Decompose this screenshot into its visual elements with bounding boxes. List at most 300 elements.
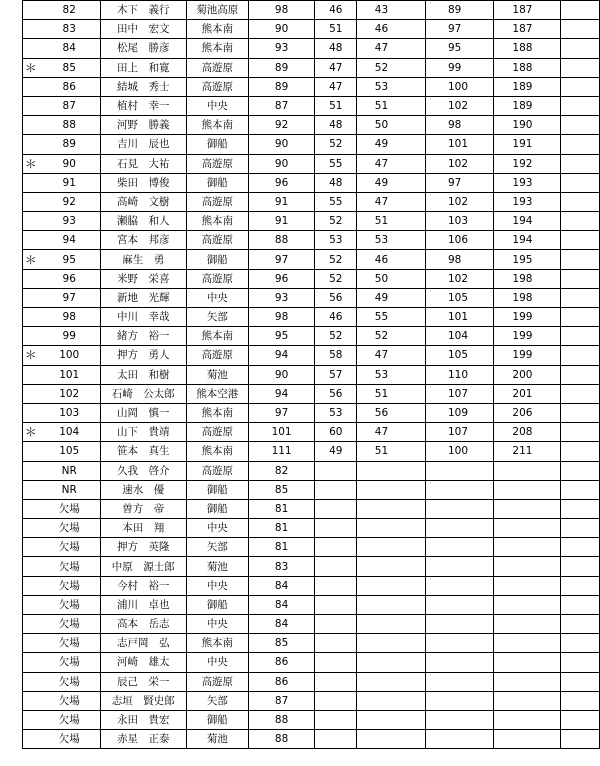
empty-cell: [560, 231, 599, 250]
first-half-cell: 46: [315, 308, 357, 327]
handicap-cell: 87: [249, 691, 315, 710]
club-cell: 菊池: [186, 365, 249, 384]
second-half-cell: 47: [356, 39, 425, 58]
asterisk-mark: [23, 327, 39, 346]
empty-cell: [560, 461, 599, 480]
results-table: [22, 0, 600, 749]
handicap-cell: 101: [249, 423, 315, 442]
table-row: [23, 480, 600, 499]
player-name-cell: 押方 勇人: [101, 346, 187, 365]
rank-cell: 87: [38, 96, 100, 115]
empty-cell: [560, 288, 599, 307]
table-row: [23, 288, 600, 307]
total-cell: 187: [494, 20, 560, 39]
player-name-cell: 石見 大祐: [101, 154, 187, 173]
player-name-cell: 中原 源士郎: [101, 557, 187, 576]
second-half-cell: [356, 576, 425, 595]
club-cell: 熊本南: [186, 212, 249, 231]
handicap-cell: 88: [249, 231, 315, 250]
empty-cell: [560, 538, 599, 557]
second-half-cell: 47: [356, 346, 425, 365]
gross-cell: 109: [425, 403, 493, 422]
club-cell: 熊本南: [186, 634, 249, 653]
asterisk-mark: ＊: [23, 423, 39, 442]
first-half-cell: [315, 538, 357, 557]
total-cell: 198: [494, 288, 560, 307]
rank-cell: 82: [38, 1, 100, 20]
table-row: [23, 346, 600, 365]
club-cell: 御船: [186, 499, 249, 518]
rank-cell: 92: [38, 192, 100, 211]
handicap-cell: 89: [249, 58, 315, 77]
first-half-cell: 52: [315, 327, 357, 346]
player-name-cell: 高本 岳志: [101, 615, 187, 634]
total-cell: [494, 461, 560, 480]
total-cell: 199: [494, 327, 560, 346]
club-cell: 矢部: [186, 538, 249, 557]
handicap-cell: 81: [249, 538, 315, 557]
player-name-cell: 山下 貴靖: [101, 423, 187, 442]
empty-cell: [560, 135, 599, 154]
player-name-cell: 新地 光輝: [101, 288, 187, 307]
total-cell: 193: [494, 173, 560, 192]
second-half-cell: [356, 730, 425, 749]
second-half-cell: [356, 710, 425, 729]
empty-cell: [560, 710, 599, 729]
club-cell: 熊本南: [186, 327, 249, 346]
second-half-cell: 46: [356, 20, 425, 39]
total-cell: [494, 634, 560, 653]
total-cell: 192: [494, 154, 560, 173]
total-cell: 208: [494, 423, 560, 442]
table-row: [23, 39, 600, 58]
gross-cell: 101: [425, 135, 493, 154]
club-cell: 中央: [186, 519, 249, 538]
empty-cell: [560, 653, 599, 672]
empty-cell: [560, 595, 599, 614]
second-half-cell: 49: [356, 173, 425, 192]
second-half-cell: 51: [356, 384, 425, 403]
handicap-cell: 95: [249, 327, 315, 346]
handicap-cell: 97: [249, 403, 315, 422]
table-row: [23, 730, 600, 749]
first-half-cell: 55: [315, 192, 357, 211]
empty-cell: [560, 39, 599, 58]
player-name-cell: 浦川 卓也: [101, 595, 187, 614]
club-cell: 高遊原: [186, 58, 249, 77]
second-half-cell: 47: [356, 423, 425, 442]
rank-cell: 86: [38, 77, 100, 96]
empty-cell: [560, 250, 599, 269]
second-half-cell: [356, 615, 425, 634]
second-half-cell: 47: [356, 154, 425, 173]
asterisk-mark: [23, 710, 39, 729]
asterisk-mark: [23, 519, 39, 538]
second-half-cell: 50: [356, 269, 425, 288]
first-half-cell: 48: [315, 173, 357, 192]
empty-cell: [560, 154, 599, 173]
asterisk-mark: [23, 403, 39, 422]
asterisk-mark: [23, 730, 39, 749]
club-cell: 矢部: [186, 308, 249, 327]
empty-cell: [560, 327, 599, 346]
rank-cell: 105: [38, 442, 100, 461]
handicap-cell: 84: [249, 615, 315, 634]
total-cell: 194: [494, 212, 560, 231]
gross-cell: [425, 730, 493, 749]
empty-cell: [560, 499, 599, 518]
rank-cell: 90: [38, 154, 100, 173]
asterisk-mark: [23, 499, 39, 518]
empty-cell: [560, 58, 599, 77]
second-half-cell: [356, 519, 425, 538]
gross-cell: [425, 672, 493, 691]
player-name-cell: 田上 和寛: [101, 58, 187, 77]
empty-cell: [560, 615, 599, 634]
first-half-cell: 56: [315, 384, 357, 403]
table-row: [23, 442, 600, 461]
club-cell: 高遊原: [186, 269, 249, 288]
total-cell: [494, 519, 560, 538]
first-half-cell: 46: [315, 1, 357, 20]
handicap-cell: 86: [249, 653, 315, 672]
empty-cell: [560, 212, 599, 231]
first-half-cell: [315, 730, 357, 749]
table-row: [23, 1, 600, 20]
rank-cell: 欠場: [38, 615, 100, 634]
asterisk-mark: [23, 538, 39, 557]
asterisk-mark: [23, 288, 39, 307]
first-half-cell: 47: [315, 77, 357, 96]
table-row: [23, 691, 600, 710]
table-row: [23, 308, 600, 327]
second-half-cell: 52: [356, 58, 425, 77]
first-half-cell: [315, 519, 357, 538]
handicap-cell: 89: [249, 77, 315, 96]
club-cell: 中央: [186, 615, 249, 634]
rank-cell: 欠場: [38, 595, 100, 614]
club-cell: 高遊原: [186, 154, 249, 173]
gross-cell: [425, 557, 493, 576]
table-row: [23, 135, 600, 154]
gross-cell: 101: [425, 308, 493, 327]
total-cell: [494, 710, 560, 729]
handicap-cell: 94: [249, 346, 315, 365]
asterisk-mark: [23, 557, 39, 576]
asterisk-mark: [23, 173, 39, 192]
rank-cell: 96: [38, 269, 100, 288]
player-name-cell: 太田 和樹: [101, 365, 187, 384]
table-row: [23, 710, 600, 729]
gross-cell: 100: [425, 442, 493, 461]
asterisk-mark: [23, 442, 39, 461]
first-half-cell: 51: [315, 96, 357, 115]
empty-cell: [560, 77, 599, 96]
second-half-cell: 46: [356, 250, 425, 269]
asterisk-mark: ＊: [23, 346, 39, 365]
asterisk-mark: ＊: [23, 58, 39, 77]
first-half-cell: [315, 499, 357, 518]
total-cell: [494, 615, 560, 634]
table-row: [23, 672, 600, 691]
club-cell: 御船: [186, 173, 249, 192]
player-name-cell: 辰己 栄一: [101, 672, 187, 691]
club-cell: 中央: [186, 576, 249, 595]
first-half-cell: [315, 615, 357, 634]
total-cell: 199: [494, 308, 560, 327]
second-half-cell: 55: [356, 308, 425, 327]
asterisk-mark: [23, 595, 39, 614]
total-cell: 188: [494, 58, 560, 77]
club-cell: 御船: [186, 710, 249, 729]
total-cell: [494, 730, 560, 749]
empty-cell: [560, 691, 599, 710]
total-cell: 193: [494, 192, 560, 211]
rank-cell: 欠場: [38, 672, 100, 691]
player-name-cell: 宮本 邦彦: [101, 231, 187, 250]
rank-cell: 98: [38, 308, 100, 327]
club-cell: 高遊原: [186, 423, 249, 442]
asterisk-mark: [23, 135, 39, 154]
rank-cell: NR: [38, 480, 100, 499]
gross-cell: 102: [425, 154, 493, 173]
second-half-cell: 52: [356, 327, 425, 346]
table-row: [23, 615, 600, 634]
gross-cell: 102: [425, 96, 493, 115]
rank-cell: 97: [38, 288, 100, 307]
club-cell: 熊本南: [186, 39, 249, 58]
rank-cell: 欠場: [38, 557, 100, 576]
total-cell: [494, 672, 560, 691]
rank-cell: 88: [38, 116, 100, 135]
handicap-cell: 96: [249, 269, 315, 288]
table-row: [23, 327, 600, 346]
gross-cell: 107: [425, 384, 493, 403]
club-cell: 中央: [186, 288, 249, 307]
asterisk-mark: [23, 384, 39, 403]
total-cell: [494, 595, 560, 614]
club-cell: 菊池高原: [186, 1, 249, 20]
second-half-cell: 51: [356, 212, 425, 231]
empty-cell: [560, 672, 599, 691]
empty-cell: [560, 116, 599, 135]
second-half-cell: 51: [356, 96, 425, 115]
handicap-cell: 93: [249, 39, 315, 58]
player-name-cell: 植村 幸一: [101, 96, 187, 115]
table-row: [23, 634, 600, 653]
table-row: [23, 20, 600, 39]
handicap-cell: 94: [249, 384, 315, 403]
second-half-cell: [356, 672, 425, 691]
second-half-cell: 56: [356, 403, 425, 422]
gross-cell: [425, 499, 493, 518]
table-row: [23, 58, 600, 77]
gross-cell: 98: [425, 250, 493, 269]
second-half-cell: 47: [356, 192, 425, 211]
total-cell: [494, 557, 560, 576]
total-cell: 191: [494, 135, 560, 154]
first-half-cell: 53: [315, 403, 357, 422]
first-half-cell: 48: [315, 116, 357, 135]
player-name-cell: 永田 貴宏: [101, 710, 187, 729]
empty-cell: [560, 308, 599, 327]
empty-cell: [560, 384, 599, 403]
gross-cell: 102: [425, 192, 493, 211]
total-cell: [494, 691, 560, 710]
gross-cell: [425, 576, 493, 595]
table-row: [23, 384, 600, 403]
player-name-cell: 松尾 勝彦: [101, 39, 187, 58]
total-cell: 211: [494, 442, 560, 461]
total-cell: [494, 538, 560, 557]
table-row: [23, 576, 600, 595]
table-row: [23, 96, 600, 115]
second-half-cell: [356, 691, 425, 710]
handicap-cell: 90: [249, 135, 315, 154]
first-half-cell: [315, 461, 357, 480]
second-half-cell: 50: [356, 116, 425, 135]
first-half-cell: 51: [315, 20, 357, 39]
rank-cell: 欠場: [38, 634, 100, 653]
table-row: [23, 154, 600, 173]
gross-cell: 105: [425, 346, 493, 365]
asterisk-mark: [23, 480, 39, 499]
empty-cell: [560, 192, 599, 211]
asterisk-mark: [23, 269, 39, 288]
first-half-cell: 55: [315, 154, 357, 173]
player-name-cell: 結城 秀士: [101, 77, 187, 96]
rank-cell: 欠場: [38, 710, 100, 729]
club-cell: 中央: [186, 653, 249, 672]
table-row: [23, 403, 600, 422]
first-half-cell: 52: [315, 269, 357, 288]
total-cell: [494, 499, 560, 518]
club-cell: 菊池: [186, 730, 249, 749]
table-row: [23, 519, 600, 538]
gross-cell: 107: [425, 423, 493, 442]
gross-cell: 97: [425, 20, 493, 39]
first-half-cell: 52: [315, 250, 357, 269]
rank-cell: 欠場: [38, 730, 100, 749]
empty-cell: [560, 442, 599, 461]
rank-cell: 欠場: [38, 691, 100, 710]
gross-cell: [425, 653, 493, 672]
table-row: [23, 461, 600, 480]
asterisk-mark: [23, 365, 39, 384]
rank-cell: 102: [38, 384, 100, 403]
club-cell: 熊本南: [186, 442, 249, 461]
handicap-cell: 90: [249, 154, 315, 173]
empty-cell: [560, 96, 599, 115]
player-name-cell: 柴田 博俊: [101, 173, 187, 192]
player-name-cell: 緒方 裕一: [101, 327, 187, 346]
second-half-cell: [356, 557, 425, 576]
second-half-cell: [356, 461, 425, 480]
first-half-cell: [315, 634, 357, 653]
total-cell: 187: [494, 1, 560, 20]
total-cell: 189: [494, 96, 560, 115]
asterisk-mark: [23, 308, 39, 327]
gross-cell: 106: [425, 231, 493, 250]
asterisk-mark: [23, 212, 39, 231]
gross-cell: [425, 461, 493, 480]
table-row: [23, 557, 600, 576]
empty-cell: [560, 20, 599, 39]
gross-cell: 98: [425, 116, 493, 135]
club-cell: 熊本空港: [186, 384, 249, 403]
first-half-cell: 47: [315, 58, 357, 77]
empty-cell: [560, 557, 599, 576]
total-cell: 189: [494, 77, 560, 96]
handicap-cell: 84: [249, 576, 315, 595]
first-half-cell: 52: [315, 135, 357, 154]
rank-cell: 104: [38, 423, 100, 442]
club-cell: 高遊原: [186, 346, 249, 365]
results-body: [23, 1, 600, 749]
empty-cell: [560, 480, 599, 499]
total-cell: 194: [494, 231, 560, 250]
table-row: [23, 538, 600, 557]
club-cell: 御船: [186, 480, 249, 499]
first-half-cell: [315, 653, 357, 672]
gross-cell: [425, 480, 493, 499]
gross-cell: [425, 519, 493, 538]
second-half-cell: [356, 595, 425, 614]
table-row: [23, 192, 600, 211]
asterisk-mark: [23, 653, 39, 672]
player-name-cell: 志戸岡 弘: [101, 634, 187, 653]
club-cell: 熊本南: [186, 403, 249, 422]
rank-cell: 100: [38, 346, 100, 365]
asterisk-mark: [23, 231, 39, 250]
gross-cell: 105: [425, 288, 493, 307]
first-half-cell: 56: [315, 288, 357, 307]
total-cell: 206: [494, 403, 560, 422]
first-half-cell: 52: [315, 212, 357, 231]
handicap-cell: 82: [249, 461, 315, 480]
second-half-cell: 51: [356, 442, 425, 461]
gross-cell: 100: [425, 77, 493, 96]
total-cell: 199: [494, 346, 560, 365]
rank-cell: 101: [38, 365, 100, 384]
second-half-cell: [356, 538, 425, 557]
player-name-cell: 久我 啓介: [101, 461, 187, 480]
second-half-cell: 43: [356, 1, 425, 20]
player-name-cell: 河野 勝義: [101, 116, 187, 135]
asterisk-mark: [23, 672, 39, 691]
rank-cell: 欠場: [38, 499, 100, 518]
empty-cell: [560, 1, 599, 20]
player-name-cell: 今村 裕一: [101, 576, 187, 595]
player-name-cell: 笹本 真生: [101, 442, 187, 461]
gross-cell: 103: [425, 212, 493, 231]
table-row: [23, 269, 600, 288]
table-row: [23, 653, 600, 672]
player-name-cell: 河崎 雄太: [101, 653, 187, 672]
second-half-cell: [356, 653, 425, 672]
asterisk-mark: [23, 96, 39, 115]
player-name-cell: 高崎 文樹: [101, 192, 187, 211]
empty-cell: [560, 346, 599, 365]
asterisk-mark: ＊: [23, 250, 39, 269]
second-half-cell: [356, 634, 425, 653]
total-cell: [494, 653, 560, 672]
rank-cell: 85: [38, 58, 100, 77]
handicap-cell: 98: [249, 308, 315, 327]
first-half-cell: [315, 557, 357, 576]
asterisk-mark: [23, 461, 39, 480]
player-name-cell: 速水 優: [101, 480, 187, 499]
